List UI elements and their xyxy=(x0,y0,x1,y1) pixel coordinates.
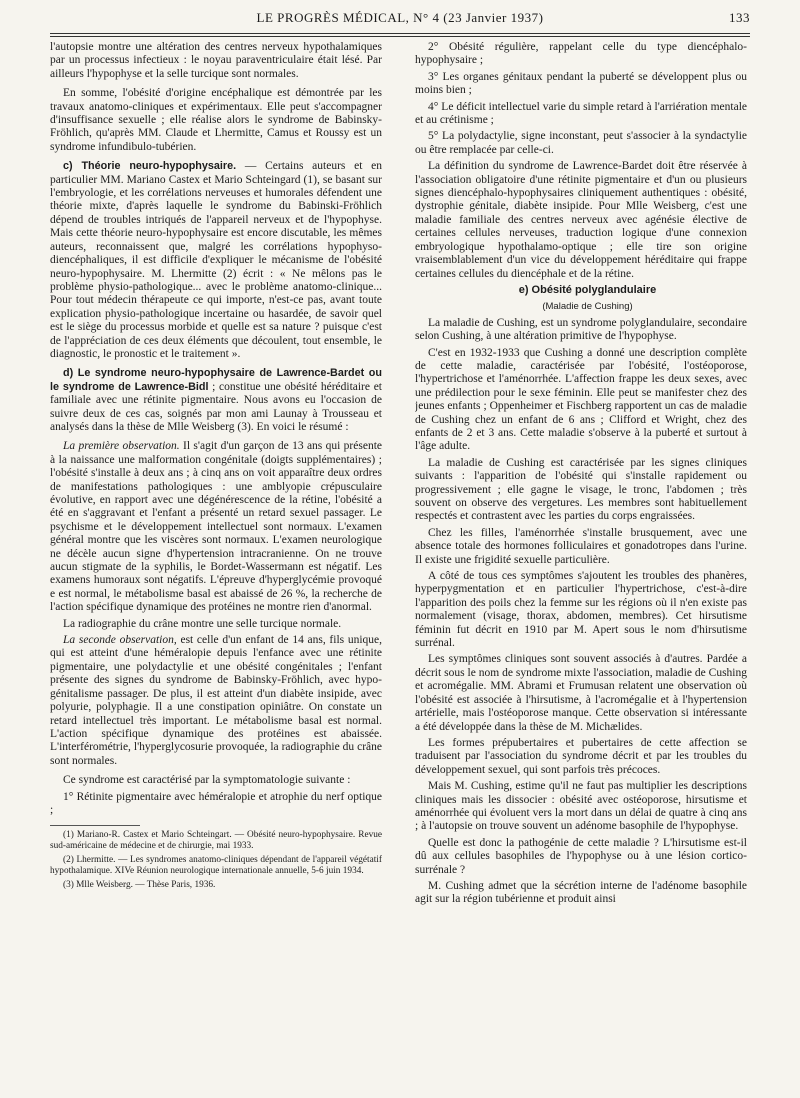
left-column xyxy=(50,41,382,1086)
list-item: 5° La polydactylie, signe inconstant, peut s'associer à la syndactylie ou être remplacée par celle-ci. xyxy=(415,130,747,156)
journal-title: LE PROGRÈS MÉDICAL, N° 4 (23 Janvier 1937) xyxy=(256,10,544,25)
running-head xyxy=(50,10,750,32)
right-column xyxy=(415,41,747,1086)
paragraph: La radiographie du crâne montre une selle turcique normale. xyxy=(63,617,342,630)
header-rule xyxy=(50,36,750,37)
paragraph: A côté de tous ces symptômes s'ajoutent les troubles des phanères, hyperpygmentation et en particulier l'hypertrichose, c'est-à-dire l'apparition des poils chez la femme sur les régions où il n'en existe pas normalement (visage, thorax, abdomen, membres). Cet hirsutisme féminin fut décrit en 1910 par M. Apert sous le nom d'hirsutisme surrénal. xyxy=(415,570,747,650)
footnote: (3) Mlle Weisberg. — Thèse Paris, 1936. xyxy=(63,880,216,891)
paragraph: M. Cushing admet que la sécrétion interne de l'adénome basophile agit sur la région tubérienne et produit ainsi xyxy=(415,879,747,906)
paragraph: C'est en 1932-1933 que Cushing a donné une description complète de cette maladie, caractérisée par l'obésité, l'ostéoporose, l'hypertrichose et l'aménorrhée. L'affection frappe les deux sexes, avec une prédilection pour le sexe féminin. Elle peut se manifester chez des jeunes enfants ; Oppenheimer et Fischberg rapportent un cas de maladie de Cushing chez un enfant de 6 ans ; Clifford et Wright, chez des enfants de 2 et 3 ans. Cette maladie s'observe à la puberté et surtout à l'âge adulte. xyxy=(415,346,747,453)
paragraph: Les symptômes cliniques sont souvent associés à d'autres. Pardée a décrit sous le nom de syndrome mixte l'association, maladie de Cushing et acromégalie. MM. Abrami et Frumusan relatent une observation où l'obésité est associée à l'hirsutisme, à l'acromégalie et à l'hypertension artérielle, mais l'ostéoporose manque. Cette observation si intéressante a été développée dans la thèse de M. Michælides. xyxy=(415,653,747,733)
observation-label: La seconde observation, xyxy=(63,634,177,647)
section-d-paragraph xyxy=(50,367,382,434)
list-item: 1° Rétinite pigmentaire avec héméralopie et atrophie du nerf optique ; xyxy=(50,790,382,816)
observation-label: La première observation. xyxy=(63,440,180,453)
footnote: (1) Mariano-R. Castex et Mario Schteingart. — Obésité neuro-hypophysaire. Revue sud-américaine de médecine et de chirurgie, mai 1933. xyxy=(50,830,382,852)
paragraph: l'autopsie montre une altération des centres nerveux hypothalamiques par un processus infectieux : le noyau paraventriculaire était lésé. Par ailleurs l'hypophyse et la selle turcique sont normales. xyxy=(50,41,382,80)
list-item: 2° Obésité régulière, rappelant celle du type diencéphalo-hypophysaire ; xyxy=(415,41,747,67)
paragraph: Quelle est donc la pathogénie de cette maladie ? L'hirsutisme est-il dû aux cellules basophiles de l'hypophyse ou à une lésion cortico-surrénale ? xyxy=(415,836,747,876)
observation-text: Il s'agit d'un garçon de 13 ans qui présente à la naissance une malformation congénitale (doigts supplémentaires) ; l'obésité s'installe à deux ans ; à cinq ans on voit apparaître deux ordres de manifestations pathologiques : une amblyopie crépusculaire évolutive, en rapport avec une dégénérescence de la rétine, l'obésité a été en s'aggravant et l'enfant a présenté un retard sexuel passager. Le psychisme et le développement intellectuel sont normaux. L'examen général montre que les viscères sont normaux. L'examen neurologique ne décèle aucun signe d'hypertension intracranienne. On ne trouve aucun stigmate de la syphilis, le Bordet-Wassermann est négatif. Les examens humoraux sont négatifs. L'épreuve d'hyperglycémie provoqué e est normal, le métabolisme basal est abaissé de 26 %, la recherche de l'action spécifique dynamique des protéines ne montre rien d'anormal. xyxy=(50,440,382,614)
first-observation xyxy=(50,440,382,614)
section-c-text: — Certains auteurs et en particulier MM. Mariano Castex et Mario Schteingard (1), se basant sur l'embryologie, et les corrélations nerveuses et humorales défendent une théorie mixte, d'après laquelle le syndrome du Babinski-Fröhlich dépend de troubles intriqués de l'appareil nerveux et de l'hypophyse. Mais cette théorie neuro-hypophysaire est encore discutable, les mêmes auteurs, reconnaissent que, malgré les corrélations hypophyso-diencéphaliques, il est difficile d'expliquer le mécanisme de l'obésité neuro-hypophysaire. M. Lhermitte (2) écrit : « Ne mêlons pas le problème physio-pathologique... avec le problème anatomo-clinique... Pour tout médecin thérapeute ce qui importe, n'est-ce pas, avant toute explication physio-pathologique incertaine ou hasardée, de savoir quel est le siège du processus morbide et quelle est sa nature ? puisque c'est de l'appréciation de ces deux éléments que découlent, tout ensemble, le diagnostic, le pronostic et le traitement ». xyxy=(50,160,382,360)
list-item: 4° Le déficit intellectuel varie du simple retard à l'arriération mentale et au crétinisme ; xyxy=(415,100,747,127)
header-rule xyxy=(50,33,750,34)
section-c-paragraph xyxy=(50,160,382,361)
paragraph: La définition du syndrome de Lawrence-Bardet doit être réservée à l'association obligatoire d'une rétinite pigmentaire et d'un ou plusieurs signes diencéphalo-hypophysaires cliniquement authentiques : obésité, dystrophie génitale, diabète insipide. Pour Mlle Weisberg, c'est une maladie familiale des centres nerveux avec agénésie élective de certaines cellules nerveuses, traduction logique d'une connexion embryologique hypothalamo-optique ; elle tire son origine vraisemblablement d'un vice du développement héréditaire qui frappe certaines cellules du diencéphale et de la rétine. xyxy=(415,160,747,280)
paragraph: Chez les filles, l'aménorrhée s'installe brusquement, avec une absence totale des hormones folliculaires et gonadotropes dans l'urine. Il existe une frigidité sexuelle particulière. xyxy=(415,526,747,566)
observation-text: est celle d'un enfant de 14 ans, fils unique, qui est atteint d'une héméralopie depuis l'enfance avec une rétinite pigmentaire, une polydactylie et une obésité congénitales ; l'enfant présente des signes du syndrome de Babinsky-Fröhlich, avec hypo-génitalisme passager. De plus, il est atteint d'un diabète insipide, avec polyurie, polyphagie. Il a une constipation opiniâtre. On constate un retard intellectuel très important. Le métabolisme basal est normal. L'action spécifique dynamique des protéines est abaissée. L'interférométrie, l'hyperglycosurie provoquée, la radiographie du crâne sont normales. xyxy=(50,634,382,767)
list-item: 3° Les organes génitaux pendant la puberté se développent plus ou moins bien ; xyxy=(415,70,747,97)
section-e-heading: e) Obésité polyglandulaire xyxy=(518,283,657,296)
section-e-subtitle: (Maladie de Cushing) xyxy=(542,301,633,313)
paragraph: Les formes prépubertaires et pubertaires de cette affection se traduisent par l'association du syndrome décrit et par les troubles du développement sexuel, qui sont parfois très précoces. xyxy=(415,736,747,776)
section-c-heading: c) Théorie neuro-hypophysaire. xyxy=(63,160,237,173)
paragraph: Mais M. Cushing, estime qu'il ne faut pas multiplier les descriptions cliniques mais les dissocier : obésité avec ostéoporose, hirsutisme et aménorrhée qui évoluent vers la mort dans un délai de quatre à cinq ans ; à l'autopsie on trouve souvent un adénome basophile de l'hypophyse. xyxy=(415,780,747,833)
section-d-text: ; constitue une obésité héréditaire et familiale avec une rétinite pigmentaire. Nous avons eu l'occasion de suivre deux de ces cas, soignés par mon ami Launay à Trousseau et analysés dans la thèse de Mlle Weisberg (3). En voici le résumé : xyxy=(50,380,382,433)
footnote-separator xyxy=(50,825,140,826)
section-d-heading: d) Le syndrome neuro-hypophysaire de Lawrence-Bardet ou le syndrome de Lawrence-Bidl xyxy=(50,367,382,393)
paragraph: La maladie de Cushing est caractérisée par les signes cliniques suivants : l'apparition de l'obésité qui s'installe rapidement ou progressivement ; elle gagne le visage, le tronc, l'abdomen ; très souvent on observe des vergetures. Les membres sont habituellement respectés et contrastent avec les parties du corps engraissées. xyxy=(415,456,747,523)
second-observation xyxy=(50,634,382,768)
paragraph: La maladie de Cushing, est un syndrome polyglandulaire, secondaire selon Cushing, à une altération primitive de l'hypophyse. xyxy=(415,316,747,343)
page-number: 133 xyxy=(729,10,750,25)
footnote: (2) Lhermitte. — Les syndromes anatomo-cliniques dépendant de l'appareil végétatif hypothalamique. XIVe Réunion neurologique internationale annuelle, 5-6 juin 1934. xyxy=(50,855,382,877)
paragraph: Ce syndrome est caractérisé par la symptomatologie suivante : xyxy=(63,774,351,787)
paragraph: En somme, l'obésité d'origine encéphalique est démontrée par les travaux anatomo-cliniques et expérimentaux. Elle peut s'accompagner d'insuffisance sexuelle ; elle réalise alors le syndrome de Babinsky-Fröhlich, qu'après MM. Claude et Lhermitte, Camus et Roussy est un syndrome infundibulo-tubérien. xyxy=(50,87,382,153)
